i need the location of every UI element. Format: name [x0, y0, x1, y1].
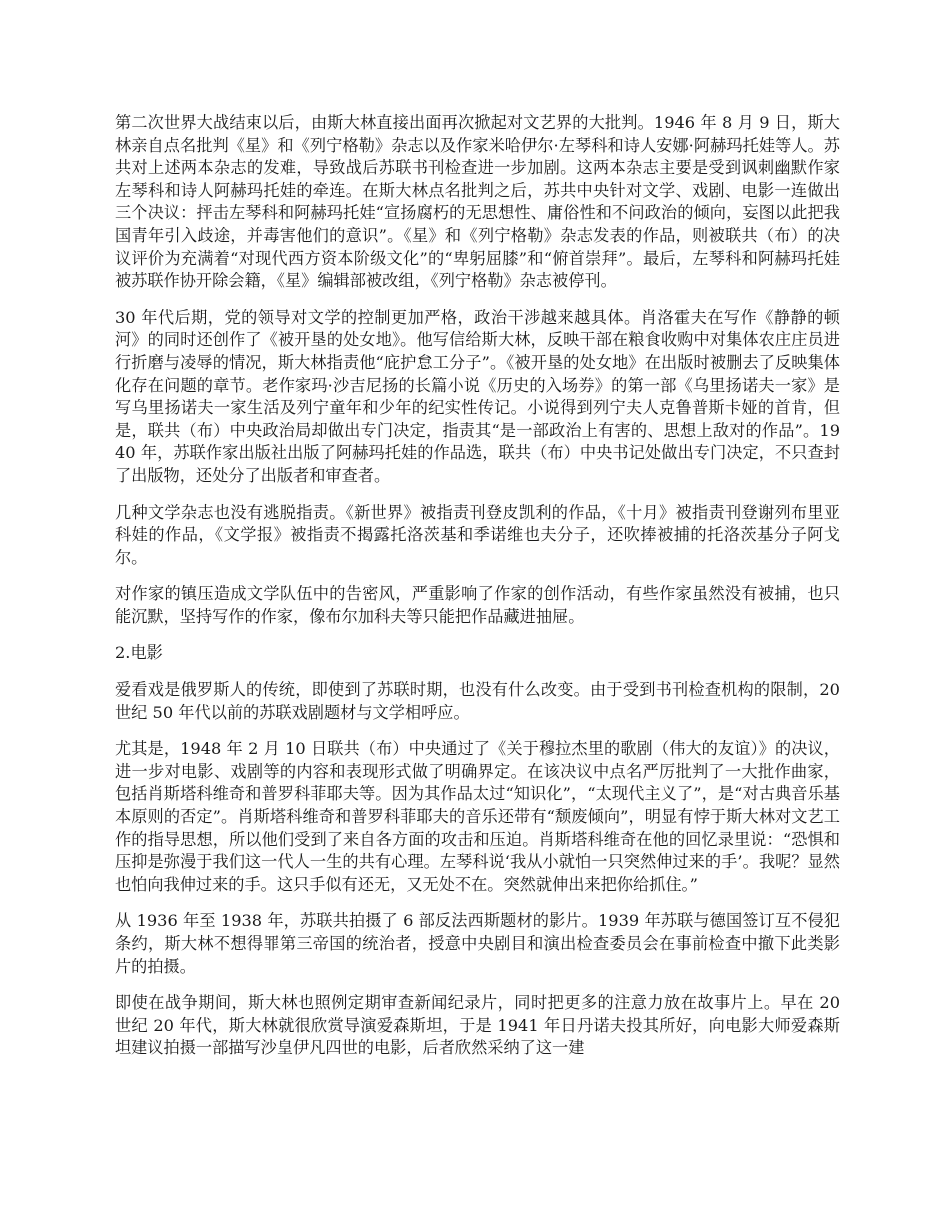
section-heading-film: 2.电影: [115, 643, 163, 663]
paragraph-antifascist-films: 从 1936 年至 1938 年，苏联共拍摄了 6 部反法西斯题材的影片。1939 年苏联与德国签订互不侵犯条约，斯大林不想得罪第三帝国的统治者，授意中央剧目和演出检查委员会在事前检查中撤下此类影片的拍摄。: [115, 911, 840, 976]
paragraph-magazines: 几种文学杂志也没有逃脱指责。《新世界》被指责刊登皮凯利的作品，《十月》被指责刊登谢列布里亚科娃的作品，《文学报》被指责不揭露托洛茨基和季诺维也夫分子，还吹捧被捕的托洛茨基分子阿戈尔。: [115, 502, 840, 567]
paragraph-theatre-tradition: 爱看戏是俄罗斯人的传统，即使到了苏联时期，也没有什么改变。由于受到书刊检查机构的限制，20 世纪 50 年代以前的苏联戏剧题材与文学相呼应。: [115, 680, 840, 722]
paragraph-wartime-review: 即使在战争期间，斯大林也照例定期审查新闻纪录片，同时把更多的注意力放在故事片上。早在 20 世纪 20 年代，斯大林就很欣赏导演爱森斯坦，于是 1941 年日丹诺夫投其所好，向电影大师爱森斯坦建议拍摄一部描写沙皇伊凡四世的电影，后者欣然采纳了这一建: [115, 993, 840, 1058]
document-page: [115, 112, 840, 1074]
paragraph-postwar-criticism: 第二次世界大战结束以后，由斯大林直接出面再次掀起对文艺界的大批判。1946 年 8 月 9 日，斯大林亲自点名批判《星》和《列宁格勒》杂志以及作家米哈伊尔·左琴科和诗人安娜·阿赫玛托娃等人。苏共对上述两本杂志的发难，导致战后苏联书刊检查进一步加剧。这两本杂志主要是受到讽刺幽默作家左琴科和诗人阿赫玛托娃的牵连。在斯大林点名批判之后，苏共中央针对文学、戏剧、电影一连做出三个决议：抨击左琴科和阿赫玛托娃“宣扬腐朽的无思想性、庸俗性和不问政治的倾向，妄图以此把我国青年引入歧途，并毒害他们的意识”。《星》和《列宁格勒》杂志发表的作品，则被联共（布）的决议评价为充满着“对现代西方资本阶级文化”的“卑躬屈膝”和“俯首崇拜”。最后，左琴科和阿赫玛托娃被苏联作协开除会籍，《星》编辑部被改组，《列宁格勒》杂志被停刊。: [115, 113, 840, 291]
paragraph-1948-resolution: 尤其是，1948 年 2 月 10 日联共（布）中央通过了《关于穆拉杰里的歌剧（伟大的友谊）》的决议，进一步对电影、戏剧等的内容和表现形式做了明确界定。在该决议中点名严厉批判了一大批作曲家，包括肖斯塔科维奇和普罗科菲耶夫等。因为其作品太过“知识化”，“太现代主义了”，是“对古典音乐基本原则的否定”。肖斯塔科维奇和普罗科菲耶夫的音乐还带有“颓废倾向”，明显有悖于斯大林对文艺工作的指导思想，所以他们受到了来自各方面的攻击和压迫。肖斯塔科维奇在他的回忆录里说：“恐惧和压抑是弥漫于我们这一代人一生的共有心理。左琴科说‘我从小就怕一只突然伸过来的手’。我呢？显然也怕向我伸过来的手。这只手似有还无，又无处不在。突然就伸出来把你给抓住。”: [115, 739, 840, 894]
paragraph-1930s-control: 30 年代后期，党的领导对文学的控制更加严格，政治干涉越来越具体。肖洛霍夫在写作《静静的顿河》的同时还创作了《被开垦的处女地》。他写信给斯大林，反映干部在粮食收购中对集体农庄庄员进行折磨与凌辱的情况，斯大林指责他“庇护怠工分子”。《被开垦的处女地》在出版时被删去了反映集体化存在问题的章节。老作家玛·沙吉尼扬的长篇小说《历史的入场券》的第一部《乌里扬诺夫一家》是写乌里扬诺夫一家生活及列宁童年和少年的纪实性传记。小说得到列宁夫人克鲁普斯卡娅的首肯，但是，联共（布）中央政治局却做出专门决定，指责其“是一部政治上有害的、思想上敌对的作品”。1940 年，苏联作家出版社出版了阿赫玛托娃的作品选，联共（布）中央书记处做出专门决定，不只查封了出版物，还处分了出版者和审查者。: [115, 307, 840, 485]
paragraph-informant-culture: 对作家的镇压造成文学队伍中的告密风，严重影响了作家的创作活动，有些作家虽然没有被捕，也只能沉默，坚持写作的作家，像布尔加科夫等只能把作品藏进抽屉。: [115, 584, 840, 626]
